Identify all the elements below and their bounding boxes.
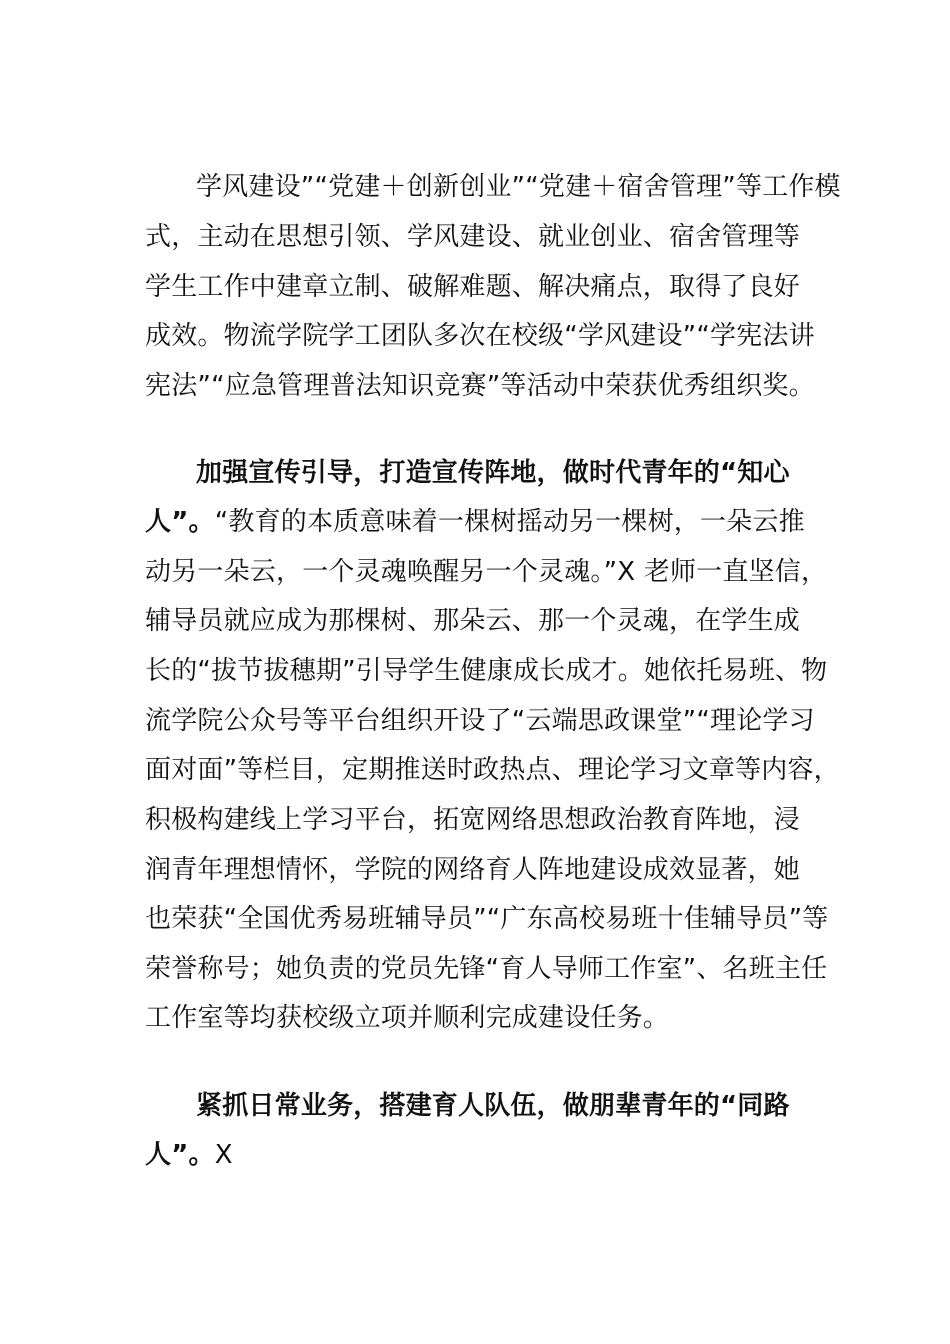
paragraph-1-line-3: 学生工作中建章立制、破解难题、解决痛点，取得了良好 xyxy=(145,272,801,302)
paragraph-2-line-7: 积极构建线上学习平台，拓宽网络思想政治教育阵地，浸 xyxy=(145,805,801,835)
paragraph-2-line-4: 长的“拔节拔穗期”引导学生健康成长成才。她依托易班、物 xyxy=(145,656,828,686)
paragraph-1-line-4: 成效。物流学院学工团队多次在校级“学风建设”“学宪法讲 xyxy=(145,321,815,351)
paragraph-2-heading: 加强宣传引导，打造宣传阵地，做时代青年的“知心 xyxy=(196,458,790,488)
paragraph-2-line-10: 荣誉称号；她负责的党员先锋“育人导师工作室”、名班主任 xyxy=(145,954,828,984)
paragraph-2-line-1 xyxy=(145,505,810,539)
paragraph-1-line-2: 式，主动在思想引领、学风建设、就业创业、宿舍管理等 xyxy=(145,222,801,252)
paragraph-2-quote-start: “教育的本质意味着一棵树摇动另一棵树，一朵云推 xyxy=(214,507,805,537)
paragraph-2-line-8: 润青年理想情怀，学院的网络育人阵地建设成效显著，她 xyxy=(145,855,801,885)
paragraph-3-line-1 xyxy=(145,1138,810,1172)
paragraph-2-line-11: 工作室等均获校级立项并顺利完成建设任务。 xyxy=(145,1003,670,1033)
paragraph-2-line-5: 流学院公众号等平台组织开设了“云端思政课堂”“理论学习 xyxy=(145,706,815,736)
paragraph-3-heading-end: 人”。 xyxy=(145,1140,215,1170)
paragraph-2-line-3: 辅导员就应成为那棵树、那朵云、那一个灵魂，在学生成 xyxy=(145,606,801,636)
paragraph-2-heading-end: 人”。 xyxy=(145,507,215,537)
paragraph-1-line-1: 学风建设”“党建＋创新创业”“党建＋宿舍管理”等工作模 xyxy=(196,172,841,202)
paragraph-3-heading: 紧抓日常业务，搭建育人队伍，做朋辈青年的“同路 xyxy=(196,1091,790,1121)
paragraph-2-line-6: 面对面”等栏目，定期推送时政热点、理论学习文章等内容， xyxy=(145,755,840,785)
paragraph-1-line-5: 宪法”“应急管理普法知识竞赛”等活动中荣获优秀组织奖。 xyxy=(145,371,815,401)
paragraph-3-text: X xyxy=(214,1140,233,1170)
paragraph-2-line-2: 动另一朵云，一个灵魂唤醒另一个灵魂。”X 老师一直坚信， xyxy=(145,557,828,587)
paragraph-2-line-9: 也荣获“全国优秀易班辅导员”“广东高校易班十佳辅导员”等 xyxy=(145,904,829,934)
